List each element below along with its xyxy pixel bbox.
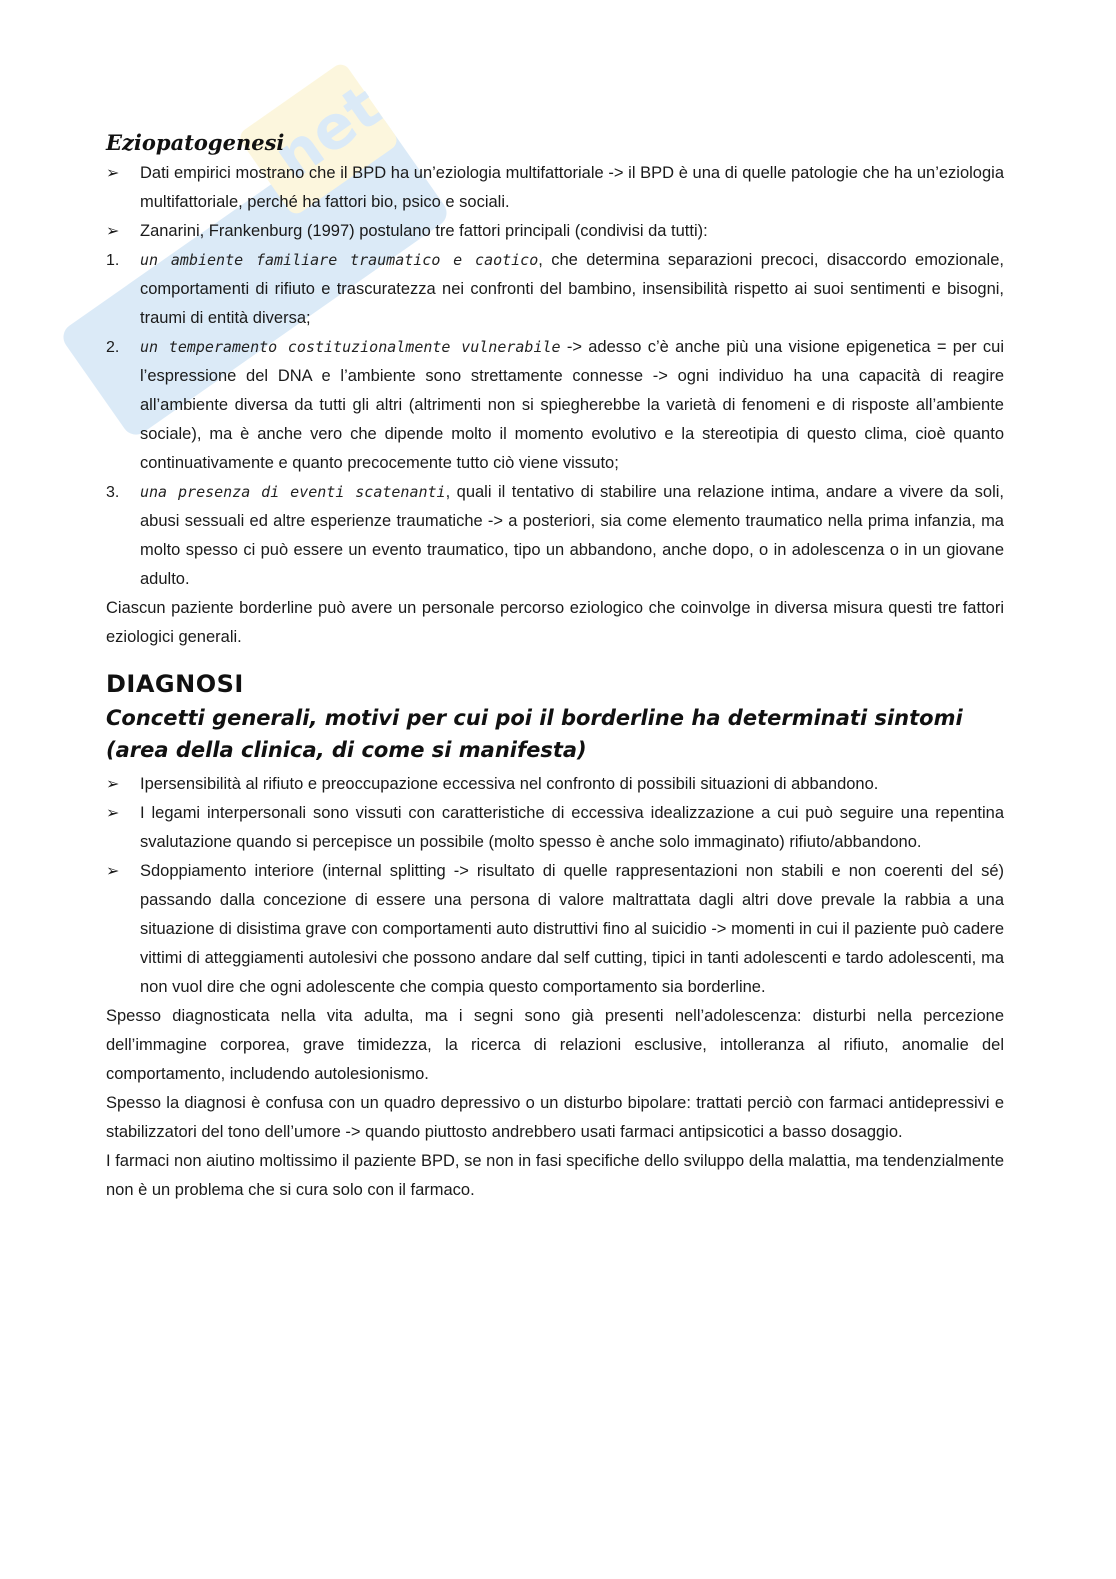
item-text: , che determina separazioni precoci, disaccordo emozionale, comportamenti di rifiuto e trascuratezza nei confronti del bambino, insensibilità rispetto ai suoi sentimenti e bisogni, traumi di entità diversa; [140, 251, 1004, 327]
handwritten-phrase: un ambiente familiare traumatico e caotico [140, 251, 539, 269]
item-number: 1. [106, 252, 120, 269]
numbered-item-2 [106, 333, 1004, 478]
paragraph: Spesso la diagnosi è confusa con un quadro depressivo o un disturbo bipolare: trattati perciò con farmaci antidepressivi e stabilizzatori del tono dell’umore -> quando piuttosto andrebbero usati farmaci antipsicotici a basso dosaggio. [106, 1094, 1004, 1141]
numbered-item-3 [106, 478, 1004, 594]
bullet-item [106, 217, 1004, 246]
item-text: -> adesso c’è anche più una visione epigenetica = per cui l’espressione del DNA e l’ambiente sono strettamente connesse -> ogni individuo ha una capacità di reagire all’ambiente diversa da tutti gli altri (altrimenti non si spiegherebbe la varietà di fenomeni e di risposte all’ambiente sociale), ma è anche vero che dipende molto il momento evolutivo e la stereotipia di questo clima, cioè quanto continuativamente e quanto precocemente tutto ciò viene vissuto; [140, 338, 1004, 472]
arrow-bullet-icon: ➢ [106, 776, 120, 793]
document-page [106, 130, 1004, 1205]
bullet-item [106, 159, 1004, 217]
closing-paragraph: Ciascun paziente borderline può avere un personale percorso eziologico che coinvolge in diversa misura questi tre fattori eziologici generali. [106, 599, 1004, 646]
item-number: 2. [106, 339, 120, 356]
paragraph: Spesso diagnosticata nella vita adulta, ma i segni sono già presenti nell’adolescenza: disturbi nella percezione dell’immagine corporea, grave timidezza, la ricerca di relazioni esclusive, intolleranza al rifiuto, anomalie del comportamento, includendo autolesionismo. [106, 1007, 1004, 1083]
bullet-text: Ipersensibilità al rifiuto e preoccupazione eccessiva nel confronto di possibili situazioni di abbandono. [140, 775, 879, 793]
item-text: , quali il tentativo di stabilire una relazione intima, andare a vivere da soli, abusi sessuali ed altre esperienze traumatiche -> a posteriori, sia come elemento traumatico nella prima infanzia, ma molto spesso ci può essere un evento traumatico, tipo un abbandono, anche dopo, o in adolescenza o in un giovane adulto. [140, 483, 1005, 588]
numbered-item-1 [106, 246, 1004, 333]
paragraph: I farmaci non aiutino moltissimo il paziente BPD, se non in fasi specifiche dello sviluppo della malattia, ma tendenzialmente non è un problema che si cura solo con il farmaco. [106, 1152, 1004, 1199]
subheading-concetti: Concetti generali, motivi per cui poi il borderline ha determinati sintomi (area della clinica, di come si manifesta) [106, 706, 963, 762]
bullet-item [106, 857, 1004, 1002]
arrow-bullet-icon: ➢ [106, 805, 120, 822]
bullet-text: Sdoppiamento interiore (internal splitting -> risultato di quelle rappresentazioni non stabili e non coerenti del sé) passando dalla concezione di essere una persona di valore maltrattata dagli altri dove prevale la rabbia a una situazione di disistima grave con comportamenti auto distruttivi fino al suicidio -> momenti in cui il paziente può cadere vittimi di atteggiamenti autolesivi che possono andare dal self cutting, tipici in tanti adolescenti e tardo adolescenti, ma non vuol dire che ogni adolescente che compia questo comportamento sia borderline. [140, 862, 1004, 996]
arrow-bullet-icon: ➢ [106, 863, 120, 880]
arrow-bullet-icon: ➢ [106, 165, 120, 182]
bullet-item [106, 770, 1004, 799]
item-number: 3. [106, 484, 120, 501]
handwritten-phrase: un temperamento costituzionalmente vulnerabile [140, 338, 561, 356]
bullet-text: I legami interpersonali sono vissuti con caratteristiche di eccessiva idealizzazione a cui può seguire una repentina svalutazione quando si percepisce un possibile (molto spesso è anche solo immaginato) rifiuto/abbandono. [140, 804, 1004, 851]
handwritten-phrase: una presenza di eventi scatenanti [140, 483, 446, 501]
bullet-item [106, 799, 1004, 857]
bullet-text: Dati empirici mostrano che il BPD ha un’eziologia multifattoriale -> il BPD è una di quelle patologie che ha un’eziologia multifattoriale, perché ha fattori bio, psico e sociali. [140, 164, 1004, 211]
arrow-bullet-icon: ➢ [106, 223, 120, 240]
heading-eziopatogenesi: Eziopatogenesi [106, 130, 285, 155]
watermark-text: net [261, 71, 394, 194]
heading-diagnosi: DIAGNOSI [106, 670, 244, 698]
bullet-text: Zanarini, Frankenburg (1997) postulano tre fattori principali (condivisi da tutti): [140, 222, 708, 240]
